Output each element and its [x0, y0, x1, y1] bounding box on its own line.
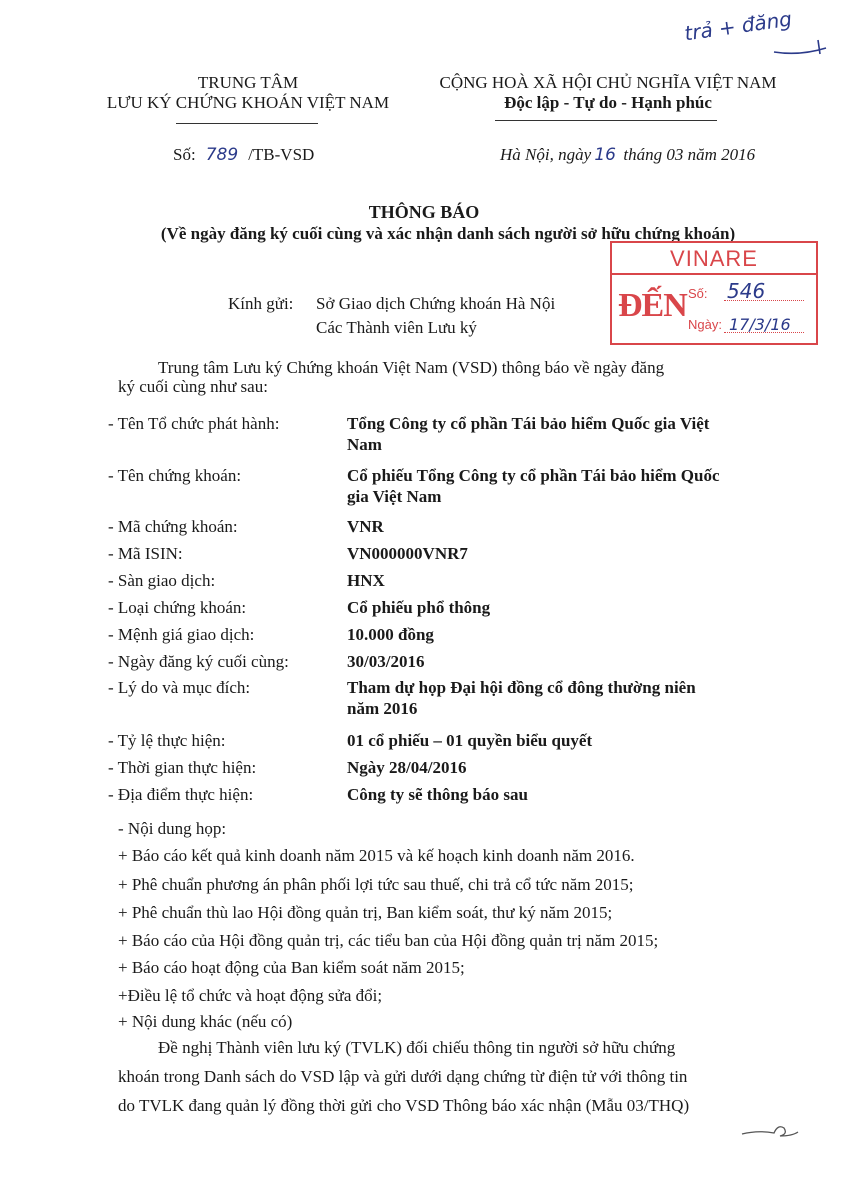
field-value: Tham dự họp Đại hội đồng cổ đông thường niên năm 2016 — [347, 678, 696, 718]
recipient-2: Các Thành viên Lưu ký — [316, 318, 477, 337]
date-day-handwritten: 16 — [594, 145, 616, 165]
date-suffix: tháng 03 năm 2016 — [623, 145, 756, 164]
received-stamp — [610, 241, 818, 345]
org-underline — [176, 123, 318, 124]
stamp-date-label: Ngày: — [688, 317, 722, 332]
doc-number-suffix: /TB-VSD — [248, 145, 315, 164]
stamp-company-name: VINARE — [612, 245, 816, 275]
agenda-item: + Phê chuẩn phương án phân phối lợi tức sau thuế, chi trả cổ tức năm 2015; — [118, 875, 634, 894]
field-value: Ngày 28/04/2016 — [347, 758, 467, 777]
agenda-item: + Báo cáo kết quả kinh doanh năm 2015 và kế hoạch kinh doanh năm 2016. — [118, 846, 635, 865]
handwritten-annotation: trả + đăng — [682, 6, 794, 46]
stamp-date-value: 17/3/16 — [729, 315, 791, 334]
handwritten-initials-mark — [738, 1118, 802, 1146]
field-label: - Mệnh giá giao dịch: — [108, 625, 255, 644]
nation-name: CỘNG HOÀ XÃ HỘI CHỦ NGHĨA VIỆT NAM — [439, 73, 777, 92]
field-label: - Sàn giao dịch: — [108, 571, 216, 590]
field-value: Cổ phiếu phổ thông — [347, 598, 491, 617]
motto-underline — [495, 120, 717, 121]
field-label: - Tên Tổ chức phát hành: — [108, 414, 280, 433]
field-value: 01 cổ phiếu – 01 quyền biểu quyết — [347, 731, 593, 750]
field-value: Công ty sẽ thông báo sau — [347, 785, 528, 804]
field-value: VN000000VNR7 — [347, 544, 468, 563]
field-value: Tổng Công ty cổ phần Tái bảo hiểm Quốc gia Việt Nam — [347, 414, 710, 454]
doc-number-label: Số: — [173, 145, 196, 164]
stamp-received-word: ĐẾN — [618, 287, 687, 324]
handwritten-underline-mark — [770, 30, 830, 60]
document-number — [173, 145, 314, 165]
field-label: - Mã chứng khoán: — [108, 517, 238, 536]
nation-motto: Độc lập - Tự do - Hạnh phúc — [504, 93, 712, 112]
closing-line-3: do TVLK đang quản lý đồng thời gửi cho VSD Thông báo xác nhận (Mẫu 03/THQ) — [118, 1096, 690, 1115]
recipients-label: Kính gửi: — [228, 294, 294, 313]
agenda-item: + Phê chuẩn thù lao Hội đồng quản trị, Ban kiểm soát, thư ký năm 2015; — [118, 903, 613, 922]
agenda-item: + Nội dung khác (nếu có) — [118, 1012, 293, 1031]
field-label: - Mã ISIN: — [108, 544, 183, 563]
field-label: - Ngày đăng ký cuối cùng: — [108, 652, 289, 671]
issuing-org-header — [84, 73, 412, 113]
document-title: THÔNG BÁO — [368, 202, 480, 222]
nation-header — [418, 73, 798, 113]
document-subtitle: (Về ngày đăng ký cuối cùng và xác nhận danh sách người sở hữu chứng khoán) — [160, 224, 736, 243]
field-value: 30/03/2016 — [347, 652, 425, 671]
recipient-1: Sở Giao dịch Chứng khoán Hà Nội — [316, 294, 556, 313]
field-label: - Loại chứng khoán: — [108, 598, 247, 617]
doc-number-handwritten: 789 — [205, 145, 239, 165]
org-name-line1: TRUNG TÂM — [197, 73, 299, 92]
org-name-line2: LƯU KÝ CHỨNG KHOÁN VIỆT NAM — [106, 93, 390, 112]
intro-line-2: ký cuối cùng như sau: — [118, 377, 268, 396]
field-label: - Tỷ lệ thực hiện: — [108, 731, 226, 750]
date-prefix: Hà Nội, ngày — [500, 145, 592, 164]
field-label: - Địa điểm thực hiện: — [108, 785, 254, 804]
agenda-heading: - Nội dung họp: — [118, 819, 227, 838]
document-date — [500, 145, 755, 165]
field-value: Cổ phiếu Tổng Công ty cổ phần Tái bảo hiểm Quốc gia Việt Nam — [347, 466, 720, 506]
closing-line-1: Đề nghị Thành viên lưu ký (TVLK) đối chiếu thông tin người sở hữu chứng — [158, 1038, 676, 1057]
closing-line-2: khoán trong Danh sách do VSD lập và gửi dưới dạng chứng từ điện tử với thông tin — [118, 1067, 688, 1086]
field-label: - Lý do và mục đích: — [108, 678, 251, 697]
stamp-number-label: Số: — [688, 286, 708, 301]
field-value: HNX — [347, 571, 385, 590]
agenda-item: +Điều lệ tổ chức và hoạt động sửa đổi; — [118, 986, 383, 1005]
field-value: 10.000 đồng — [347, 625, 434, 644]
agenda-item: + Báo cáo của Hội đồng quản trị, các tiểu ban của Hội đồng quản trị năm 2015; — [118, 931, 659, 950]
field-label: - Thời gian thực hiện: — [108, 758, 257, 777]
field-value: VNR — [347, 517, 384, 536]
field-label: - Tên chứng khoán: — [108, 466, 242, 485]
intro-line-1: Trung tâm Lưu ký Chứng khoán Việt Nam (VSD) thông báo về ngày đăng — [158, 358, 665, 377]
stamp-number-value: 546 — [727, 279, 766, 303]
agenda-item: + Báo cáo hoạt động của Ban kiểm soát năm 2015; — [118, 958, 465, 977]
